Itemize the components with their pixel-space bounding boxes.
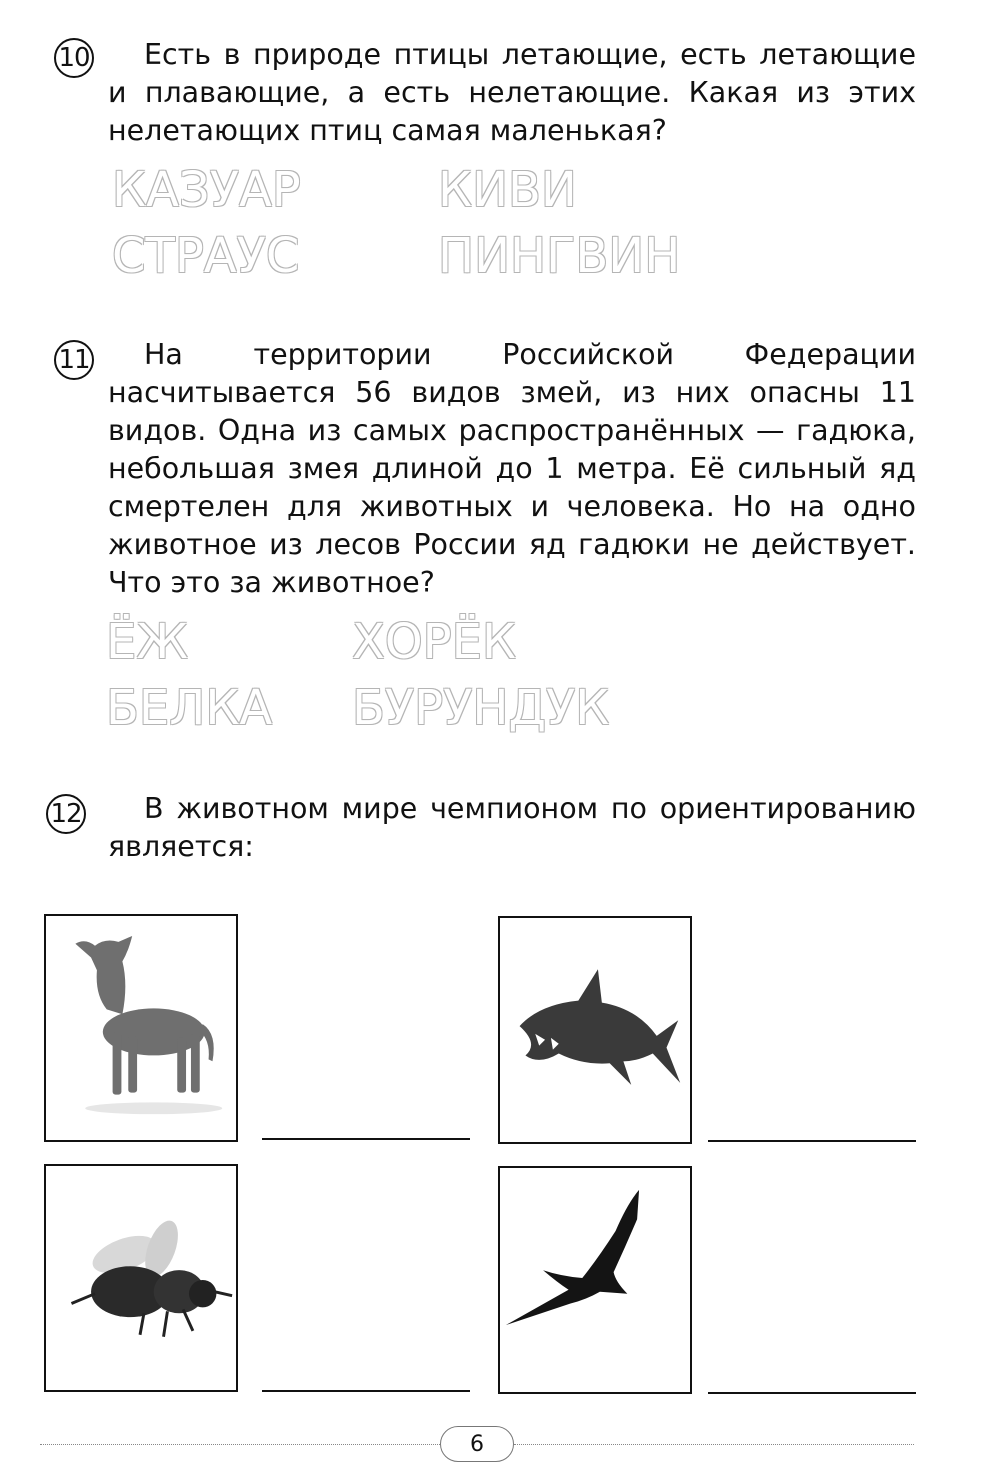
question-10-text: Есть в природе птицы летающие, есть летающие и плавающие, а есть нелетающие. Какая из этих нелетающих птиц самая маленькая? [108,38,916,147]
shark-icon [500,918,690,1142]
footer-line-left [40,1444,440,1445]
dog-icon [46,916,236,1140]
option-horek[interactable]: ХОРЁК [352,614,517,670]
bee-picture [44,1164,238,1392]
answer-line-dog[interactable] [262,1138,470,1140]
option-pingvin[interactable]: ПИНГВИН [438,228,681,284]
answer-line-bee[interactable] [262,1390,470,1392]
page-number: 6 [440,1426,514,1462]
footer-line-right [514,1444,914,1445]
option-kazuar[interactable]: КАЗУАР [112,162,301,218]
option-straus[interactable]: СТРАУС [112,228,300,284]
question-10-number: 10 [54,38,94,78]
option-ezh[interactable]: ЁЖ [106,614,189,670]
question-12-text: В животном мире чемпионом по ориентированию является: [108,792,916,863]
shark-picture [498,916,692,1144]
bee-icon [46,1166,236,1390]
answer-line-swallow[interactable] [708,1392,916,1394]
option-burunduk[interactable]: БУРУНДУК [352,680,610,736]
option-kivi[interactable]: КИВИ [438,162,577,218]
question-12-number: 12 [46,794,86,834]
question-11-number: 11 [54,340,94,380]
swallow-picture [498,1166,692,1394]
answer-line-shark[interactable] [708,1140,916,1142]
dog-picture [44,914,238,1142]
option-belka[interactable]: БЕЛКА [106,680,273,736]
question-11-text: На территории Российской Федерации насчитывается 56 видов змей, из них опасны 11 видов. Одна из самых распространённых — гадюка, небольшая змея длиной до 1 метра. Её сильный яд смертелен для животных и человека. Но на одно животное из лесов России яд гадюки не действует. Что это за животное? [108,338,916,599]
swallow-icon [500,1168,690,1392]
